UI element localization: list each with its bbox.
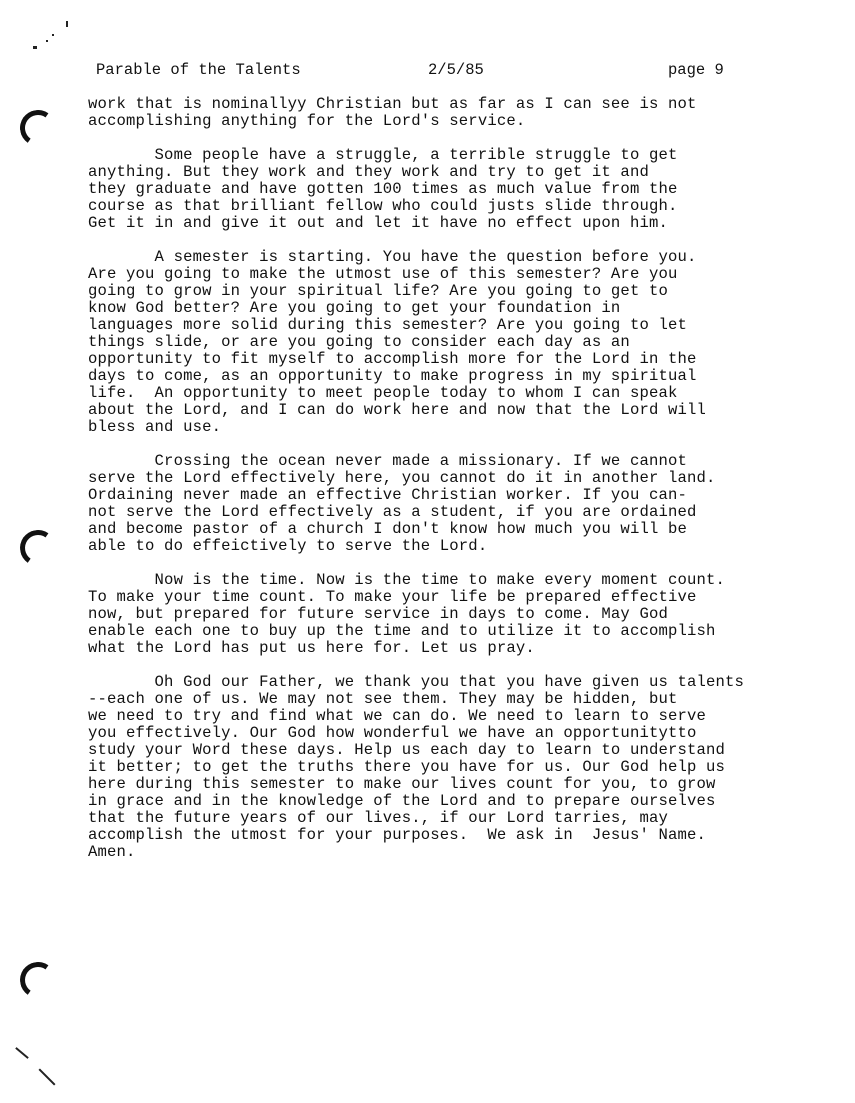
text-line: languages more solid during this semester? Are you going to let bbox=[88, 316, 687, 334]
scan-speck bbox=[33, 46, 37, 49]
text-line: work that is nominallyy Christian but as far as I can see is not bbox=[88, 95, 697, 113]
text-line: --each one of us. We may not see them. They may be hidden, but bbox=[88, 690, 678, 708]
text-line: days to come, as an opportunity to make progress in my spiritual bbox=[88, 367, 697, 385]
text-line: life. An opportunity to meet people today to whom I can speak bbox=[88, 384, 678, 402]
punch-hole-bottom bbox=[17, 959, 59, 1001]
scan-speck bbox=[66, 21, 68, 27]
text-line: about the Lord, and I can do work here and now that the Lord will bbox=[88, 401, 707, 419]
text-line: Now is the time. Now is the time to make every moment count. bbox=[88, 571, 726, 589]
text-line: able to do effeictively to serve the Lord. bbox=[88, 537, 488, 555]
text-line: things slide, or are you going to consider each day as an bbox=[88, 333, 630, 351]
text-line: going to grow in your spiritual life? Are you going to get to bbox=[88, 282, 668, 300]
text-line: we need to try and find what we can do. We need to learn to serve bbox=[88, 707, 707, 725]
text-line: Amen. bbox=[88, 843, 136, 861]
page-header bbox=[96, 61, 736, 83]
scan-speck bbox=[52, 34, 54, 36]
text-line: here during this semester to make our lives count for you, to grow bbox=[88, 775, 716, 793]
text-line: serve the Lord effectively here, you cannot do it in another land. bbox=[88, 469, 716, 487]
document-title: Parable of the Talents bbox=[96, 61, 301, 79]
text-line: what the Lord has put us here for. Let us pray. bbox=[88, 639, 535, 657]
text-line: Oh God our Father, we thank you that you have given us talents bbox=[88, 673, 745, 691]
text-line: that the future years of our lives., if our Lord tarries, may bbox=[88, 809, 668, 827]
text-line: course as that brilliant fellow who could justs slide through. bbox=[88, 197, 678, 215]
scan-mark bbox=[39, 1069, 56, 1086]
text-line: anything. But they work and they work and try to get it and bbox=[88, 163, 649, 181]
text-line: Get it in and give it out and let it have no effect upon him. bbox=[88, 214, 668, 232]
text-line: bless and use. bbox=[88, 418, 222, 436]
punch-hole-top bbox=[17, 107, 59, 149]
paragraph bbox=[88, 147, 808, 232]
text-line: enable each one to buy up the time and to utilize it to accomplish bbox=[88, 622, 716, 640]
text-line: accomplishing anything for the Lord's service. bbox=[88, 112, 526, 130]
paragraph bbox=[88, 249, 808, 436]
punch-hole-middle bbox=[17, 527, 59, 569]
text-line: they graduate and have gotten 100 times as much value from the bbox=[88, 180, 678, 198]
paragraph bbox=[88, 674, 808, 861]
text-line: study your Word these days. Help us each day to learn to understand bbox=[88, 741, 726, 759]
paragraph bbox=[88, 453, 808, 555]
text-line: Some people have a struggle, a terrible struggle to get bbox=[88, 146, 678, 164]
text-line: accomplish the utmost for your purposes. We ask in Jesus' Name. bbox=[88, 826, 707, 844]
document-body bbox=[88, 96, 808, 878]
text-line: opportunity to fit myself to accomplish more for the Lord in the bbox=[88, 350, 697, 368]
scan-mark bbox=[15, 1047, 29, 1059]
text-line: Ordaining never made an effective Christian worker. If you can- bbox=[88, 486, 687, 504]
scan-speck bbox=[46, 40, 48, 42]
page-number: page 9 bbox=[668, 61, 724, 79]
text-line: you effectively. Our God how wonderful we have an opportunitytto bbox=[88, 724, 697, 742]
document-date: 2/5/85 bbox=[428, 61, 484, 79]
text-line: not serve the Lord effectively as a student, if you are ordained bbox=[88, 503, 697, 521]
text-line: To make your time count. To make your life be prepared effective bbox=[88, 588, 697, 606]
text-line: and become pastor of a church I don't know how much you will be bbox=[88, 520, 687, 538]
text-line: it better; to get the truths there you have for us. Our God help us bbox=[88, 758, 726, 776]
text-line: Crossing the ocean never made a missionary. If we cannot bbox=[88, 452, 687, 470]
paragraph bbox=[88, 572, 808, 657]
text-line: now, but prepared for future service in days to come. May God bbox=[88, 605, 668, 623]
text-line: Are you going to make the utmost use of this semester? Are you bbox=[88, 265, 678, 283]
text-line: A semester is starting. You have the question before you. bbox=[88, 248, 697, 266]
text-line: know God better? Are you going to get your foundation in bbox=[88, 299, 621, 317]
text-line: in grace and in the knowledge of the Lord and to prepare ourselves bbox=[88, 792, 716, 810]
paragraph bbox=[88, 96, 808, 130]
